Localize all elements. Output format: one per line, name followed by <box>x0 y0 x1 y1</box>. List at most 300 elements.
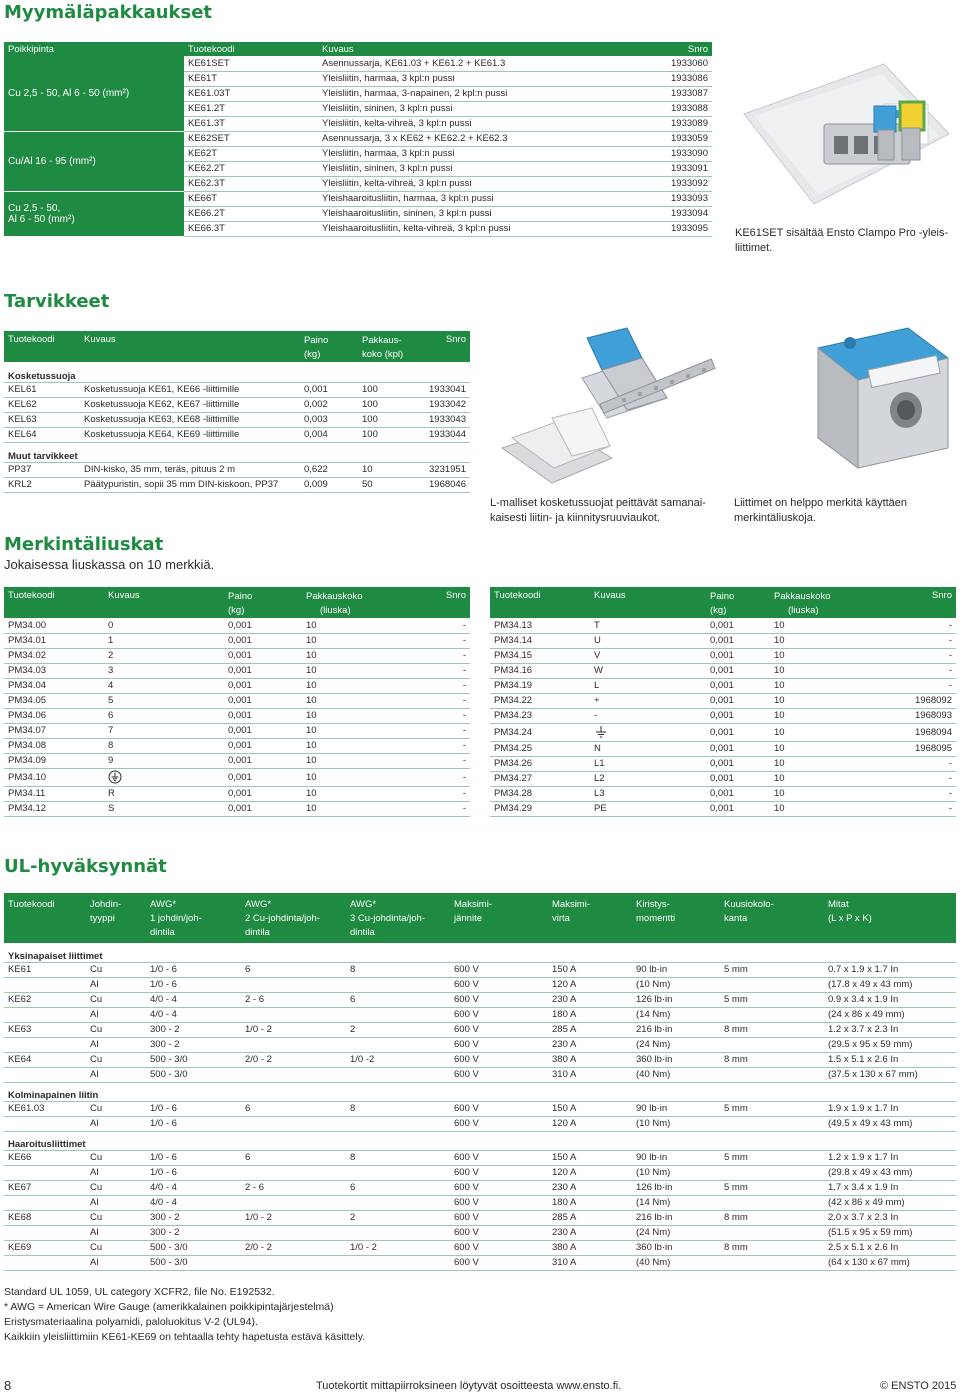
ul-cell <box>346 1225 450 1240</box>
ul-cell: 500 - 3/0 <box>146 1067 241 1082</box>
cell-weight: 0,001 <box>706 633 770 648</box>
cell-snro: 1968094 <box>890 723 956 741</box>
cell-desc <box>590 723 706 741</box>
ul-cell: (24 Nm) <box>632 1037 720 1052</box>
cell-snro: - <box>890 618 956 633</box>
product-code: KE61.03T <box>184 86 318 101</box>
cell-desc: N <box>590 741 706 756</box>
table-row <box>490 756 956 771</box>
cell-pack: 10 <box>302 618 422 633</box>
ul-cell: 8 mm <box>720 1240 824 1255</box>
cell-pack: 10 <box>302 738 422 753</box>
ul-cell <box>241 1116 346 1131</box>
cell-snro: - <box>422 801 470 816</box>
cell-snro: - <box>422 786 470 801</box>
table-row <box>4 1101 956 1116</box>
cell-code: PM34.24 <box>490 723 590 741</box>
cell-code: PM34.23 <box>490 708 590 723</box>
ul-col-header: AWG* 2 Cu-johdinta/joh- dintila <box>241 893 346 943</box>
table-row <box>4 1037 956 1052</box>
cell-weight: 0,001 <box>706 741 770 756</box>
cell-weight: 0,001 <box>224 753 302 768</box>
product-snro: 1933090 <box>648 146 712 161</box>
ul-cell: (42 x 86 x 49 mm) <box>824 1195 956 1210</box>
table-row <box>4 477 470 492</box>
cell-desc: 1 <box>104 633 224 648</box>
ul-cell: KE68 <box>4 1210 86 1225</box>
product-code: KE62.2T <box>184 161 318 176</box>
ul-cell <box>346 1067 450 1082</box>
marked-connector-caption: Liittimet on helppo merkitä käyttäen merkintäliuskoja. <box>734 497 908 524</box>
product-snro: 1933095 <box>648 221 712 236</box>
cell-code: PM34.13 <box>490 618 590 633</box>
ul-cell: 1.7 x 3.4 x 1.9 In <box>824 1180 956 1195</box>
cell-snro: 1968093 <box>890 708 956 723</box>
cell-code: PM34.00 <box>4 618 104 633</box>
cell-desc: 7 <box>104 723 224 738</box>
table-row <box>490 801 956 816</box>
ul-cell <box>720 1225 824 1240</box>
cell-snro: 1968095 <box>890 741 956 756</box>
ul-cell <box>241 1067 346 1082</box>
touch-guard-photo <box>492 318 722 494</box>
ul-col-header: Maksimi- virta <box>548 893 632 943</box>
cell-pack: 10 <box>770 723 890 741</box>
ul-cell: 310 A <box>548 1255 632 1270</box>
acc-col-pack: Pakkaus- koko (kpl) <box>358 331 424 362</box>
cell-desc: PE <box>590 801 706 816</box>
packs-col-snro: Snro <box>648 42 712 56</box>
product-description: Yleisliitin, harmaa, 3 kpl:n pussi <box>318 146 648 161</box>
ul-cell <box>241 1195 346 1210</box>
ul-cell <box>720 1007 824 1022</box>
ul-cell: 150 A <box>548 1150 632 1165</box>
table-row <box>4 1007 956 1022</box>
acc-col-code: Tuotekoodi <box>4 331 80 362</box>
cell-snro: - <box>422 663 470 678</box>
ul-cell: 2 <box>346 1022 450 1037</box>
ul-cell: 216 lb·in <box>632 1210 720 1225</box>
cell-code: KRL2 <box>4 477 80 492</box>
ul-cell: (64 x 130 x 67 mm) <box>824 1255 956 1270</box>
cell-pack: 10 <box>770 786 890 801</box>
protective-earth-icon <box>108 770 122 784</box>
cell-snro: - <box>890 756 956 771</box>
packs-heading: Myymäläpakkaukset <box>4 2 213 23</box>
cell-desc <box>104 768 224 786</box>
mk-col-code: Tuotekoodi <box>4 587 104 618</box>
accessories-heading: Tarvikkeet <box>4 291 110 312</box>
ul-cell: 5 mm <box>720 962 824 977</box>
ul-cell: 600 V <box>450 1067 548 1082</box>
ul-cell <box>4 1067 86 1082</box>
section-title: Muut tarvikkeet <box>4 442 470 462</box>
cell-weight: 0,001 <box>706 723 770 741</box>
table-row <box>490 618 956 633</box>
ul-note: * AWG = American Wire Gauge (amerikkalainen poikkipintajärjestelmä) <box>4 1301 334 1313</box>
ul-cell: KE62 <box>4 992 86 1007</box>
ul-cell: KE61 <box>4 962 86 977</box>
ul-cell: 600 V <box>450 992 548 1007</box>
cell-pack: 10 <box>770 801 890 816</box>
product-description: Yleishaaroitusliitin, sininen, 3 kpl:n pussi <box>318 206 648 221</box>
ul-cell: 1.2 x 3.7 x 2.3 In <box>824 1022 956 1037</box>
ul-cell: Al <box>86 1116 146 1131</box>
cell-snro: 1933041 <box>424 382 470 397</box>
ul-cell <box>4 1165 86 1180</box>
table-row <box>4 1165 956 1180</box>
ul-cell: 600 V <box>450 1007 548 1022</box>
cell-snro: 1933044 <box>424 427 470 442</box>
ul-notes <box>4 1285 365 1345</box>
table-row <box>4 131 712 146</box>
cell-weight: 0,001 <box>224 708 302 723</box>
cell-pack: 10 <box>770 678 890 693</box>
ul-cell <box>720 1037 824 1052</box>
cell-pack: 10 <box>302 648 422 663</box>
cell-code: PM34.04 <box>4 678 104 693</box>
cell-pack: 10 <box>302 768 422 786</box>
cell-weight: 0,001 <box>706 663 770 678</box>
ul-cell <box>4 1255 86 1270</box>
ul-cell: 2/0 - 2 <box>241 1052 346 1067</box>
cross-section-label: Cu/Al 16 - 95 (mm²) <box>4 131 184 191</box>
cell-snro: - <box>890 801 956 816</box>
table-row <box>4 992 956 1007</box>
ul-col-header: Kiristys- momentti <box>632 893 720 943</box>
cell-desc: T <box>590 618 706 633</box>
cell-pack: 10 <box>302 786 422 801</box>
cell-pack: 10 <box>302 801 422 816</box>
table-row <box>490 693 956 708</box>
ul-cell: 2.0 x 3.7 x 2.3 In <box>824 1210 956 1225</box>
ul-cell: 120 A <box>548 977 632 992</box>
touch-guard-caption: L-malliset kosketussuojat peittävät samanai-kaisesti liitin- ja kiinnitysruuviaukot. <box>490 497 706 524</box>
cell-snro: 1968046 <box>424 477 470 492</box>
ul-cell: 120 A <box>548 1116 632 1131</box>
cell-code: KEL63 <box>4 412 80 427</box>
ul-cell: 600 V <box>450 1240 548 1255</box>
ul-cell <box>720 1195 824 1210</box>
ul-cell <box>241 1037 346 1052</box>
ul-cell: 4/0 - 4 <box>146 992 241 1007</box>
ul-cell: 5 mm <box>720 1150 824 1165</box>
section-row <box>4 362 470 382</box>
product-snro: 1933094 <box>648 206 712 221</box>
ul-cell: 8 <box>346 1101 450 1116</box>
table-row <box>490 723 956 741</box>
ul-cell <box>346 977 450 992</box>
ul-cell <box>4 1225 86 1240</box>
cell-desc: 2 <box>104 648 224 663</box>
cell-desc: - <box>590 708 706 723</box>
cell-weight: 0,001 <box>706 693 770 708</box>
cell-pack: 100 <box>358 397 424 412</box>
marking-table-left <box>4 587 470 817</box>
ul-cell: 8 mm <box>720 1210 824 1225</box>
ul-cell: Al <box>86 1067 146 1082</box>
ul-cell: 1.2 x 1.9 x 1.7 In <box>824 1150 956 1165</box>
ul-cell: Al <box>86 977 146 992</box>
ul-cell: Cu <box>86 1180 146 1195</box>
cell-pack: 10 <box>302 753 422 768</box>
accessories-table <box>4 331 470 493</box>
ul-cell: 1/0 -2 <box>346 1052 450 1067</box>
section-title: Haaroitusliittimet <box>4 1131 956 1150</box>
table-row <box>490 648 956 663</box>
cell-pack: 10 <box>302 708 422 723</box>
ul-cell: 600 V <box>450 962 548 977</box>
ul-cell: 2/0 - 2 <box>241 1240 346 1255</box>
product-description: Yleisliitin, sininen, 3 kpl:n pussi <box>318 101 648 116</box>
ul-cell: 4/0 - 4 <box>146 1180 241 1195</box>
ul-cell: 380 A <box>548 1052 632 1067</box>
product-description: Yleisliitin, harmaa, 3-napainen, 2 kpl:n pussi <box>318 86 648 101</box>
section-row <box>4 1082 956 1101</box>
cell-snro: - <box>422 648 470 663</box>
ul-cell <box>346 1116 450 1131</box>
marking-heading: Merkintäliuskat <box>4 534 164 555</box>
ul-cell: 1/0 - 6 <box>146 1116 241 1131</box>
cell-desc: 4 <box>104 678 224 693</box>
cell-code: PM34.22 <box>490 693 590 708</box>
cell-desc: Kosketussuoja KE62, KE67 -liittimille <box>80 397 300 412</box>
product-snro: 1933091 <box>648 161 712 176</box>
product-code: KE61.3T <box>184 116 318 131</box>
cell-pack: 10 <box>302 633 422 648</box>
ul-cell: 600 V <box>450 1116 548 1131</box>
ul-cell: 0.9 x 3.4 x 1.9 In <box>824 992 956 1007</box>
ul-cell: 5 mm <box>720 992 824 1007</box>
cell-code: PM34.16 <box>490 663 590 678</box>
product-snro: 1933087 <box>648 86 712 101</box>
cell-pack: 100 <box>358 427 424 442</box>
ul-cell: (17.8 x 49 x 43 mm) <box>824 977 956 992</box>
mk-col-pack: Pakkauskoko (liuska) <box>302 587 422 618</box>
ul-cell: 180 A <box>548 1007 632 1022</box>
ul-cell: 180 A <box>548 1195 632 1210</box>
product-code: KE61SET <box>184 56 318 71</box>
product-description: Yleisliitin, sininen, 3 kpl:n pussi <box>318 161 648 176</box>
cell-desc: + <box>590 693 706 708</box>
cell-desc: 8 <box>104 738 224 753</box>
ul-cell: 1/0 - 6 <box>146 1165 241 1180</box>
cell-snro: - <box>422 618 470 633</box>
mk-col-weight: Paino (kg) <box>706 587 770 618</box>
ul-cell: 600 V <box>450 1195 548 1210</box>
cell-code: PM34.06 <box>4 708 104 723</box>
ul-heading: UL-hyväksynnät <box>4 856 167 877</box>
cell-code: PM34.28 <box>490 786 590 801</box>
ke61set-caption: KE61SET sisältää Ensto Clampo Pro -yleis-liittimet. <box>735 227 949 254</box>
cell-pack: 10 <box>770 663 890 678</box>
ul-cell: 600 V <box>450 1022 548 1037</box>
cell-snro: - <box>890 648 956 663</box>
ul-cell <box>720 977 824 992</box>
product-code: KE61.2T <box>184 101 318 116</box>
mk-col-pack: Pakkauskoko (liuska) <box>770 587 890 618</box>
table-row <box>4 801 470 816</box>
mk-col-desc: Kuvaus <box>104 587 224 618</box>
table-row <box>4 382 470 397</box>
cell-weight: 0,001 <box>706 618 770 633</box>
table-row <box>4 633 470 648</box>
ul-cell: 6 <box>346 1180 450 1195</box>
ul-cell: 1/0 - 6 <box>146 1101 241 1116</box>
ul-cell: KE66 <box>4 1150 86 1165</box>
ul-cell: 1/0 - 6 <box>146 977 241 992</box>
table-row <box>4 56 712 71</box>
ul-cell <box>720 1165 824 1180</box>
ul-cell <box>241 1225 346 1240</box>
product-snro: 1933092 <box>648 176 712 191</box>
cell-snro: - <box>890 771 956 786</box>
ul-cell: Cu <box>86 992 146 1007</box>
ul-cell: 8 mm <box>720 1022 824 1037</box>
cell-weight: 0,004 <box>300 427 358 442</box>
table-row <box>4 1116 956 1131</box>
ul-cell: Al <box>86 1165 146 1180</box>
packs-col-desc: Kuvaus <box>318 42 648 56</box>
cell-desc: 0 <box>104 618 224 633</box>
ul-cell: 2 <box>346 1210 450 1225</box>
table-row <box>490 633 956 648</box>
cell-code: KEL62 <box>4 397 80 412</box>
table-row <box>490 771 956 786</box>
cell-weight: 0,001 <box>224 633 302 648</box>
cell-desc: R <box>104 786 224 801</box>
cell-weight: 0,001 <box>300 382 358 397</box>
cell-weight: 0,001 <box>224 723 302 738</box>
ul-cell: 1/0 - 2 <box>241 1210 346 1225</box>
ul-cell: Al <box>86 1225 146 1240</box>
section-row <box>4 442 470 462</box>
table-row <box>4 1067 956 1082</box>
ul-cell <box>241 1255 346 1270</box>
ul-cell: 126 lb·in <box>632 992 720 1007</box>
cell-weight: 0,001 <box>706 771 770 786</box>
ul-cell: 2 - 6 <box>241 992 346 1007</box>
product-description: Yleishaaroitusliitin, kelta-vihreä, 3 kpl:n pussi <box>318 221 648 236</box>
ul-cell <box>720 1255 824 1270</box>
cell-snro: - <box>422 723 470 738</box>
cell-desc: Kosketussuoja KE63, KE68 -liittimille <box>80 412 300 427</box>
table-row <box>490 786 956 801</box>
packs-table <box>4 42 712 237</box>
cell-snro: - <box>422 693 470 708</box>
ul-cell: 90 lb·in <box>632 962 720 977</box>
ul-cell: 230 A <box>548 1225 632 1240</box>
cell-pack: 10 <box>302 693 422 708</box>
table-row <box>4 397 470 412</box>
cell-code: PM34.15 <box>490 648 590 663</box>
cell-weight: 0,001 <box>706 678 770 693</box>
cell-pack: 10 <box>770 771 890 786</box>
cell-code: PM34.07 <box>4 723 104 738</box>
cell-desc: DIN-kisko, 35 mm, teräs, pituus 2 m <box>80 462 300 477</box>
ul-cell <box>346 1037 450 1052</box>
table-row <box>4 1180 956 1195</box>
ul-cell <box>241 977 346 992</box>
cell-weight: 0,001 <box>224 693 302 708</box>
product-snro: 1933088 <box>648 101 712 116</box>
table-row <box>4 786 470 801</box>
cell-pack: 50 <box>358 477 424 492</box>
cell-snro: - <box>422 678 470 693</box>
ul-cell: 5 mm <box>720 1101 824 1116</box>
product-code: KE66.2T <box>184 206 318 221</box>
product-code: KE66T <box>184 191 318 206</box>
cell-weight: 0,001 <box>224 738 302 753</box>
ul-cell: KE69 <box>4 1240 86 1255</box>
product-code: KE62SET <box>184 131 318 146</box>
cell-snro: 1933042 <box>424 397 470 412</box>
cell-code: PM34.03 <box>4 663 104 678</box>
table-row <box>4 1225 956 1240</box>
acc-col-snro: Snro <box>424 331 470 362</box>
table-row <box>490 741 956 756</box>
ul-cell: Al <box>86 1195 146 1210</box>
ul-cell: 230 A <box>548 1037 632 1052</box>
cell-snro: 1933043 <box>424 412 470 427</box>
cell-code: PM34.12 <box>4 801 104 816</box>
cell-desc: L2 <box>590 771 706 786</box>
ul-col-header: Mitat (L x P x K) <box>824 893 956 943</box>
cell-code: KEL64 <box>4 427 80 442</box>
table-row <box>4 708 470 723</box>
product-description: Asennussarja, KE61.03 + KE61.2 + KE61.3 <box>318 56 648 71</box>
cell-desc: Kosketussuoja KE64, KE69 -liittimille <box>80 427 300 442</box>
cell-desc: Päätypuristin, sopii 35 mm DIN-kiskoon, PP37 <box>80 477 300 492</box>
ul-table <box>4 893 956 1271</box>
cell-pack: 100 <box>358 382 424 397</box>
ul-cell: (29.5 x 95 x 59 mm) <box>824 1037 956 1052</box>
ul-cell <box>4 1037 86 1052</box>
cell-code: PM34.11 <box>4 786 104 801</box>
table-row <box>490 663 956 678</box>
section-row <box>4 943 956 962</box>
ul-cell: 4/0 - 4 <box>146 1195 241 1210</box>
cell-snro: - <box>422 753 470 768</box>
table-row <box>4 1052 956 1067</box>
ul-cell: 1/0 - 6 <box>146 1150 241 1165</box>
table-row <box>4 1210 956 1225</box>
cell-desc: Kosketussuoja KE61, KE66 -liittimille <box>80 382 300 397</box>
cell-desc: U <box>590 633 706 648</box>
ul-cell: 2.5 x 5.1 x 2.6 In <box>824 1240 956 1255</box>
ul-cell: 1.9 x 1.9 x 1.7 In <box>824 1101 956 1116</box>
ul-cell: 500 - 3/0 <box>146 1255 241 1270</box>
table-row <box>4 1195 956 1210</box>
cell-pack: 10 <box>302 678 422 693</box>
page-number: 8 <box>4 1378 12 1393</box>
cell-code: PM34.19 <box>490 678 590 693</box>
ul-cell <box>346 1165 450 1180</box>
ul-col-header: Kuusiokolo- kanta <box>720 893 824 943</box>
cell-code: PM34.26 <box>490 756 590 771</box>
mk-col-weight: Paino (kg) <box>224 587 302 618</box>
mk-col-desc: Kuvaus <box>590 587 706 618</box>
ul-cell <box>346 1255 450 1270</box>
table-row <box>4 678 470 693</box>
cell-code: PM34.25 <box>490 741 590 756</box>
cell-snro: 1968092 <box>890 693 956 708</box>
marked-connector-photo <box>798 318 958 494</box>
ul-col-header: Johdin- tyyppi <box>86 893 146 943</box>
cell-snro: - <box>890 678 956 693</box>
section-row <box>4 1131 956 1150</box>
ul-cell: 6 <box>241 1101 346 1116</box>
